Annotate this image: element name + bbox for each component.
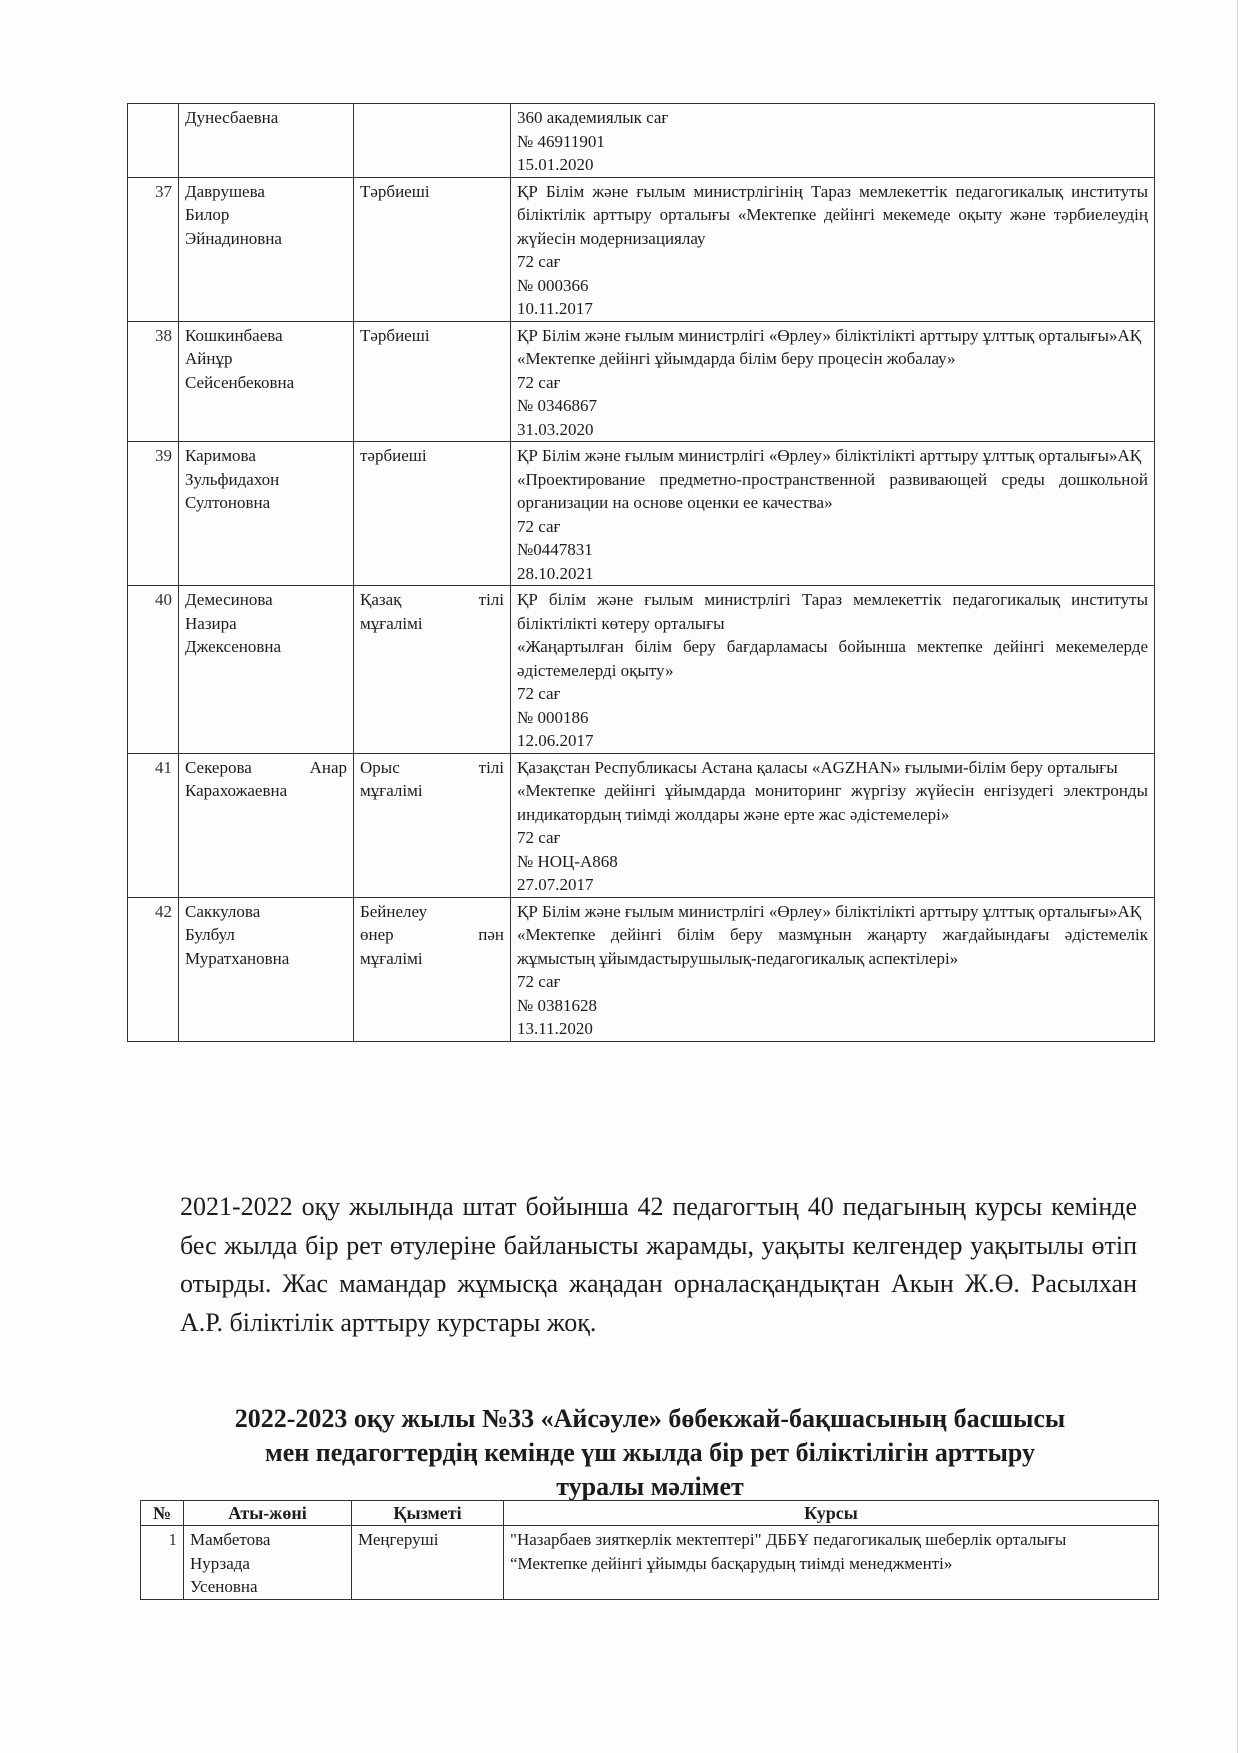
course-line: ҚР Білім және ғылым министрлігі «Өрлеу» біліктілікті арттыру ұлттық орталығы»АҚ [517,325,1142,345]
course-line: ҚР Білім және ғылым министрлігінің Тараз мемлекеттік педагогикалық институты біліктілік арттыру орталығы «Мектепке дейінгі мекемеде оқыту және тәрбиелеудің жүйесін модернизациялау [517,181,1148,248]
section-heading [150,1402,1150,1504]
name-line: Секерова Анар [185,757,347,777]
heading-line-3: туралы мәлімет [556,1472,744,1501]
courses-table-body [128,104,1155,1042]
course-line: № 000186 [517,707,589,727]
course-line: 10.11.2017 [517,299,593,318]
teacher-position [354,177,511,321]
row-number: 1 [141,1526,184,1600]
row-number: 37 [128,177,179,321]
name-line: Булбул [185,925,235,944]
courses-table-2022 [140,1500,1159,1600]
row-number [128,104,179,178]
course-line: №0447831 [517,540,593,559]
teacher-name [184,1526,352,1600]
teacher-position [354,104,511,178]
name-line: Назира [185,613,237,633]
course-line: № 0346867 [517,396,597,415]
name-line: Карахожаевна [185,781,288,800]
table-row [128,753,1155,897]
position-line: өнер пән [360,925,504,944]
name-line: Султоновна [185,493,271,512]
course-line: «Мектепке дейінгі ұйымдарда білім беру процесін жобалау» [517,349,956,368]
course-details [504,1526,1159,1600]
name-line: Усеновна [190,1577,258,1596]
page-edge [1237,0,1238,1753]
teacher-name [179,586,354,754]
course-details [511,897,1155,1041]
table-header-row [141,1501,1159,1526]
header-num: № [141,1501,184,1526]
course-line: «Жаңартылған білім беру бағдарламасы бойынша мектепке дейінгі мекемелерде әдістемелерді оқыту» [517,637,1148,680]
table-row [128,586,1155,754]
teacher-position [354,321,511,442]
header-position: Қызметі [352,1501,504,1526]
course-line: 13.11.2020 [517,1019,593,1038]
teacher-name [179,753,354,897]
name-line: Зульфидахон [185,469,280,489]
course-line: 72 сағ [517,252,561,271]
name-line: Сейсенбековна [185,372,295,392]
position-line: Меңгеруші [358,1530,439,1549]
course-details [511,586,1155,754]
course-line: 28.10.2021 [517,563,594,583]
teacher-position [354,897,511,1041]
position-line: Қазақ тілі [360,590,504,609]
teacher-name [179,321,354,442]
name-line: Демесинова [185,590,273,609]
course-line: 12.06.2017 [517,731,594,750]
course-details [511,177,1155,321]
position-line: мұғалімі [360,613,423,633]
row-number: 39 [128,442,179,586]
position-line: Тәрбиеші [360,181,430,201]
table-row [128,321,1155,442]
header-course: Курсы [504,1501,1159,1526]
course-details [511,104,1155,178]
name-line: Джексеновна [185,637,282,656]
course-line: ҚР Білім және ғылым министрлігі «Өрлеу» біліктілікті арттыру ұлттық орталығы»АҚ [517,901,1142,921]
course-line: 360 академиялык сағ [517,108,669,127]
teacher-name [179,177,354,321]
course-line: "Назарбаев зияткерлік мектептері" ДББҰ педагогикалық шеберлік орталығы [510,1530,1067,1549]
teacher-name [179,104,354,178]
course-line: 27.07.2017 [517,875,594,894]
name-line: Билор [185,205,230,224]
row-number: 41 [128,753,179,897]
table-row [128,442,1155,586]
course-line: 72 сағ [517,684,561,703]
row-number: 40 [128,586,179,754]
course-line: 31.03.2020 [517,419,594,439]
name-line: Дунесбаевна [185,108,279,127]
table-row [141,1526,1159,1600]
summary-paragraph: 2021-2022 оқу жылында штат бойынша 42 педагогтың 40 педагының курсы кемінде бес жылда бір рет өтулеріне байланысты жарамды, уақыты келгендер уақытылы өтіп отырды. Жас мамандар жұмысқа жаңадан орналасқандықтан Акын Ж.Ө. Расылхан А.Р. біліктілік арттыру курстары жоқ. [180,1192,1137,1337]
table-row [128,177,1155,321]
teacher-position [354,442,511,586]
header-name: Аты-жөні [184,1501,352,1526]
position-line: мұғалімі [360,948,423,968]
row-number: 42 [128,897,179,1041]
table-row [128,104,1155,178]
course-line: Қазақстан Республикасы Астана қаласы «AGZHAN» ғылыми-білім беру орталығы [517,757,1118,777]
name-line: Нурзада [190,1553,250,1573]
course-line: № НОЦ-А868 [517,851,618,871]
courses-table-body [141,1526,1159,1600]
course-line: ҚР білім және ғылым министрлігі Тараз мемлекеттік педагогикалық институты біліктілікті көтеру орталығы [517,590,1148,633]
course-line: ҚР Білім және ғылым министрлігі «Өрлеу» біліктілікті арттыру ұлттық орталығы»АҚ [517,446,1142,465]
name-line: Даврушева [185,181,265,201]
position-line: мұғалімі [360,781,423,800]
name-line: Муратхановна [185,948,290,968]
name-line: Эйнадиновна [185,228,282,248]
heading-line-2: мен педагогтердің кемінде үш жылда бір рет біліктілігін арттыру [265,1438,1035,1467]
course-details [511,442,1155,586]
course-line: 72 сағ [517,372,561,392]
name-line: Каримова [185,446,256,465]
course-line: “Мектепке дейінгі ұйымды басқарудың тиімді менеджменті» [510,1553,953,1573]
position-line: Орыс тілі [360,757,504,777]
teacher-name [179,442,354,586]
row-number: 38 [128,321,179,442]
course-line: «Проектирование предметно-пространственной развивающей среды дошкольной организации на основе оценки ее качества» [517,469,1148,512]
course-details [511,753,1155,897]
course-line: 72 сағ [517,828,561,847]
position-line: тәрбиеші [360,446,427,465]
name-line: Мамбетова [190,1530,271,1549]
course-line: 72 сағ [517,516,561,536]
courses-table-2021 [127,103,1155,1042]
teacher-position [354,586,511,754]
course-line: № 000366 [517,275,589,295]
name-line: Кошкинбаева [185,325,283,345]
course-line: «Мектепке дейінгі білім беру мазмұнын жаңарту жағдайындағы әдістемелік жұмыстың ұйымдастырушылық-педагогикалық аспектілері» [517,925,1148,968]
course-line: «Мектепке дейінгі ұйымдарда мониторинг жүргізу жүйесін енгізудегі электронды индикатордың тиімді жолдары және ерте жас әдістемелері» [517,781,1148,824]
course-details [511,321,1155,442]
course-line: 15.01.2020 [517,155,594,174]
position-line: Бейнелеу [360,901,428,921]
course-line: 72 сағ [517,972,561,991]
heading-line-1: 2022-2023 оқу жылы №33 «Айсәуле» бөбекжай-бақшасының басшысы [234,1404,1066,1433]
course-line: № 0381628 [517,995,597,1015]
name-line: Саккулова [185,901,261,921]
course-line: № 46911901 [517,131,605,151]
position-line: Тәрбиеші [360,325,430,345]
teacher-position [352,1526,504,1600]
teacher-name [179,897,354,1041]
name-line: Айнұр [185,349,233,368]
teacher-position [354,753,511,897]
table-row [128,897,1155,1041]
